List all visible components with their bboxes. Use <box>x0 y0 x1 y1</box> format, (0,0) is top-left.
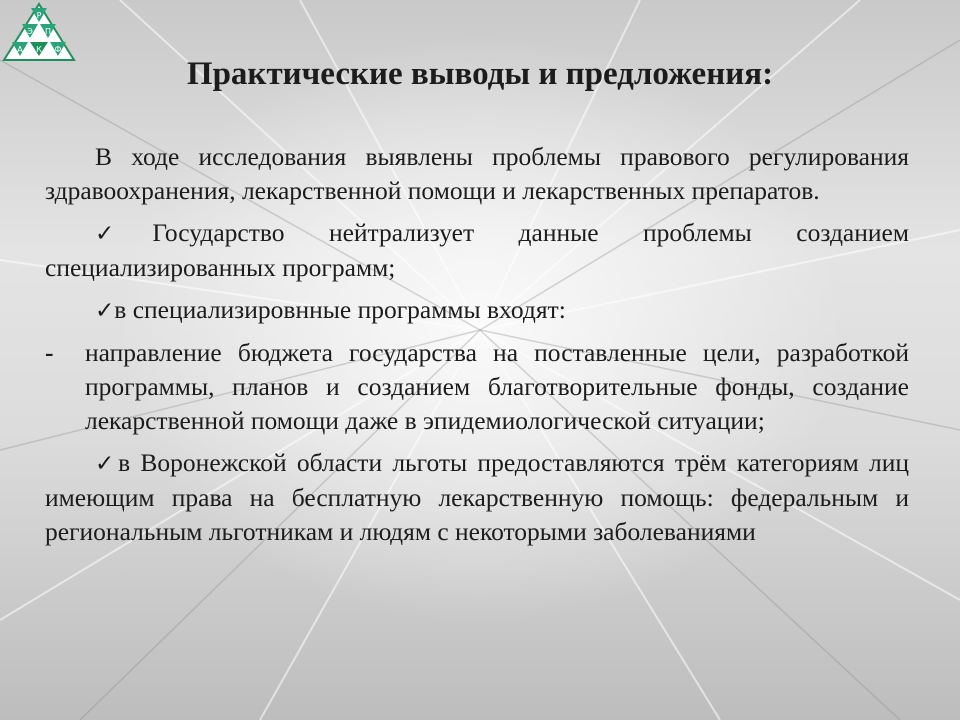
logo-letter: А <box>17 45 23 54</box>
dash-bullet: - <box>45 338 54 367</box>
checkmark-icon: ✓ <box>95 221 153 247</box>
logo-letter: Р <box>36 11 42 20</box>
logo-letter: К <box>36 45 42 54</box>
checkmark-icon: ✓ <box>95 451 119 477</box>
list-item-text: Государство нейтрализует данные проблемы созданием специализированных программ; <box>45 218 909 282</box>
logo-letter: Э <box>27 27 33 36</box>
list-item <box>45 336 909 438</box>
list-item <box>45 293 909 328</box>
list-item <box>45 216 909 285</box>
list-item <box>45 446 909 549</box>
checkmark-icon: ✓ <box>95 298 115 324</box>
list-item-text: направление бюджета государства на поставленные цели, разработкой программы, планов и созданием благотворительные фонды, создание лекарственной помощи даже в эпидемиологической ситуации; <box>85 338 909 435</box>
list-item-text: в специализировнные программы входят: <box>114 295 566 324</box>
logo-letter: П <box>44 27 52 36</box>
intro-paragraph: В ходе исследования выявлены проблемы правового регулирования здравоохранения, лекарственной помощи и лекарственных препаратов. <box>45 142 909 205</box>
logo-letter: Ф <box>54 45 62 54</box>
list-item-text: в Воронежской области льготы предоставляются трём категориям лиц имеющим права на бесплатную лекарственную помощь: федеральным и региональным льготникам и людям с некоторыми заболеваниями <box>45 448 909 546</box>
slide-body <box>45 140 909 557</box>
page-title: Практические выводы и предложения: <box>186 56 774 92</box>
